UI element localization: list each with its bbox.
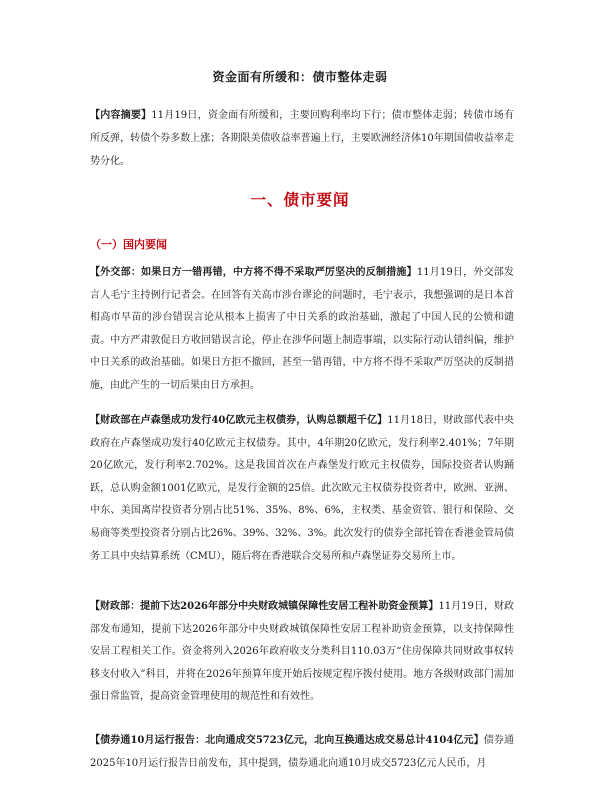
news-headline: 【财政部：提前下达2026年部分中央财政城镇保障性安居工程补助资金预算】: [90, 601, 439, 612]
news-headline: 【财政部在卢森堡成功发行40亿欧元主权债券，认购总额超千亿】: [90, 415, 388, 426]
news-body: 11月18日，财政部代表中央政府在卢森堡成功发行40亿欧元主权债券。其中，4年期20亿欧元，发行利率2.401%；7年期20亿欧元，发行利率2.702%。这是我国首次在卢森堡发行欧元主权债券，国际投资者认购踊跃，总认购金额1001亿欧元，是发行金额的25倍。此次欧元主权债券投资者中，欧洲、亚洲、中东、美国离岸投资者分别占比51%、35%、8%、6%，主权类、基金资管、银行和保险、交易商等类型投资者分别占比26%、39%、32%、3%。此次发行的债券全部托管在香港金管局债务工具中央结算系统（CMU），随后将在香港联合交易所和卢森堡证券交易所上市。: [90, 415, 515, 562]
news-headline: 【外交部：如果日方一错再错，中方将不得不采取严厉坚决的反制措施】: [90, 267, 417, 278]
summary-text: 11月19日，资金面有所缓和，主要回购利率均下行；债市整体走弱；转债市场有所反弹，转债个券多数上涨；各期限美债收益率普遍上行，主要欧洲经济体10年期国债收益率走势分化。: [90, 110, 515, 167]
content-summary: [90, 104, 514, 173]
news-body: 11月19日，外交部发言人毛宁主持例行记者会。在回答有关高市涉台谬论的问题时，毛宁表示，我想强调的是日本首相高市早苗的涉台错误言论从根本上损害了中日关系的政治基础，激起了中国人民的公愤和谴责。中方严肃敦促日方收回错误言论，停止在涉华问题上制造事端，以实际行动认错纠偏，维护中日关系的政治基础。如果日方拒不撤回，甚至一错再错，中方将不得不采取严厉坚决的反制措施，由此产生的一切后果由日方承担。: [90, 267, 515, 391]
news-paragraph-bond-connect: [90, 730, 514, 775]
news-body: 债券通2025年10月运行报告日前发布，其中提到，债券通北向通10月成交5723亿元人民币，月: [90, 735, 514, 769]
news-body: 11月19日，财政部发布通知，提前下达2026年部分中央财政城镇保障性安居工程补助资金预算，以支持保障性安居工程相关工作。资金将列入2026年政府收支分类科目110.03万“住房保障共同财政事权转移支付收入”科目，并将在2026年预算年度开始后按规定程序拨付使用。地方各级财政部门需加强日常监管，提高资金管理使用的规范性和有效性。: [90, 601, 514, 703]
summary-lead: 【内容摘要】: [90, 110, 152, 121]
news-paragraph-housing-funds: [90, 596, 514, 709]
subsection-heading-domestic-news: （一）国内要闻: [90, 238, 167, 251]
document-title: 资金面有所缓和：债市整体走弱: [212, 70, 388, 84]
news-headline: 【债券通10月运行报告：北向通成交5723亿元，北向互换通达成交易总计4104亿元】: [90, 735, 484, 746]
section-heading-bond-news: 一、债市要闻: [250, 190, 350, 209]
news-paragraph-euro-bond: [90, 410, 514, 568]
news-paragraph-mfa: [90, 262, 514, 398]
